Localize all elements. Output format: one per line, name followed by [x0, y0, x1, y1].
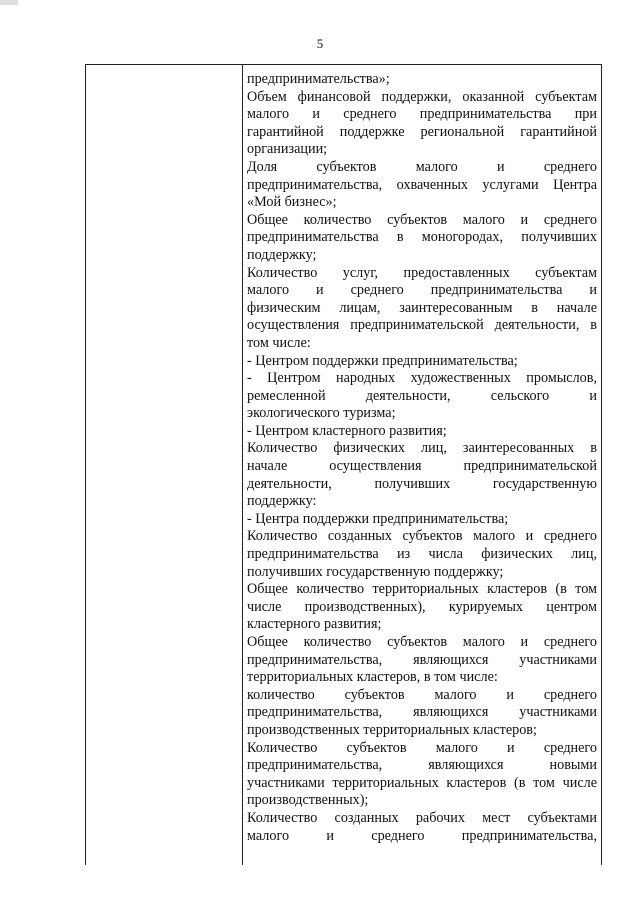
text-line: Количество физических лиц, заинтересованных в — [247, 440, 597, 457]
text-line: малого и среднего предпринимательства при — [247, 106, 597, 123]
text-line: физическим лицам, заинтересованным в начале — [247, 299, 597, 316]
scan-mark — [0, 0, 18, 5]
text-line: - Центром народных художественных промыслов, — [247, 370, 597, 387]
text-line: предпринимательства, являющихся участниками — [247, 651, 597, 668]
text-line: начале осуществления предпринимательской — [247, 458, 597, 475]
text-line: получивших государственную поддержку; — [247, 563, 504, 580]
text-line: предпринимательства, являющихся новыми — [247, 757, 597, 774]
text-line: Количество услуг, предоставленных субъектам — [247, 264, 597, 281]
text-line: поддержку; — [247, 246, 317, 263]
content-table — [85, 64, 602, 865]
text-line: количество субъектов малого и среднего — [247, 686, 597, 703]
text-line: - Центром поддержки предпринимательства; — [247, 352, 518, 369]
text-line: предпринимательства, охваченных услугами Центра — [247, 176, 597, 193]
text-line: малого и среднего предпринимательства и — [247, 282, 597, 299]
text-line: Количество созданных рабочих мест субъектами — [247, 809, 597, 826]
text-line: деятельности, получивших государственную — [247, 475, 597, 492]
text-line: осуществления предпринимательской деятельности, в — [247, 317, 597, 334]
text-line: малого и среднего предпринимательства, — [247, 827, 597, 844]
page-number: 5 — [316, 36, 324, 51]
text-line: Общее количество территориальных кластеров (в том — [247, 581, 597, 598]
text-line: экологического туризма; — [247, 405, 396, 422]
text-line: гарантийной поддержке региональной гарантийной — [247, 123, 597, 140]
text-line: поддержку: — [247, 493, 317, 510]
text-line: производственных); — [247, 792, 369, 809]
text-line: числе производственных), курируемых центром — [247, 598, 597, 615]
text-line: Объем финансовой поддержки, оказанной субъектам — [247, 88, 597, 105]
text-line: организации; — [247, 141, 328, 158]
text-line: предпринимательства»; — [247, 71, 390, 87]
text-line: участниками территориальных кластеров (в том числе — [247, 774, 597, 791]
text-line: Общее количество субъектов малого и среднего — [247, 634, 597, 650]
text-line: Доля субъектов малого и среднего — [247, 158, 597, 175]
right-cell-text — [243, 65, 601, 845]
text-line: - Центром кластерного развития; — [247, 422, 447, 439]
text-line: предпринимательства, являющихся участниками — [247, 704, 597, 721]
text-line: Количество созданных субъектов малого и среднего — [247, 528, 597, 545]
text-line: предпринимательства в моногородах, получивших — [247, 229, 597, 246]
text-line: ремесленной деятельности, сельского и — [247, 387, 597, 404]
text-line: Общее количество субъектов малого и среднего — [247, 211, 597, 228]
text-line: «Мой бизнес»; — [247, 194, 337, 211]
text-line: Количество субъектов малого и среднего — [247, 739, 597, 756]
text-line: предпринимательства из числа физических лиц, — [247, 546, 597, 563]
text-line: кластерного развития; — [247, 616, 382, 633]
text-line: территориальных кластеров, в том числе: — [247, 669, 498, 686]
text-line: том числе: — [247, 334, 311, 351]
text-line: производственных территориальных кластеров; — [247, 721, 537, 738]
text-line: - Центра поддержки предпринимательства; — [247, 510, 509, 527]
